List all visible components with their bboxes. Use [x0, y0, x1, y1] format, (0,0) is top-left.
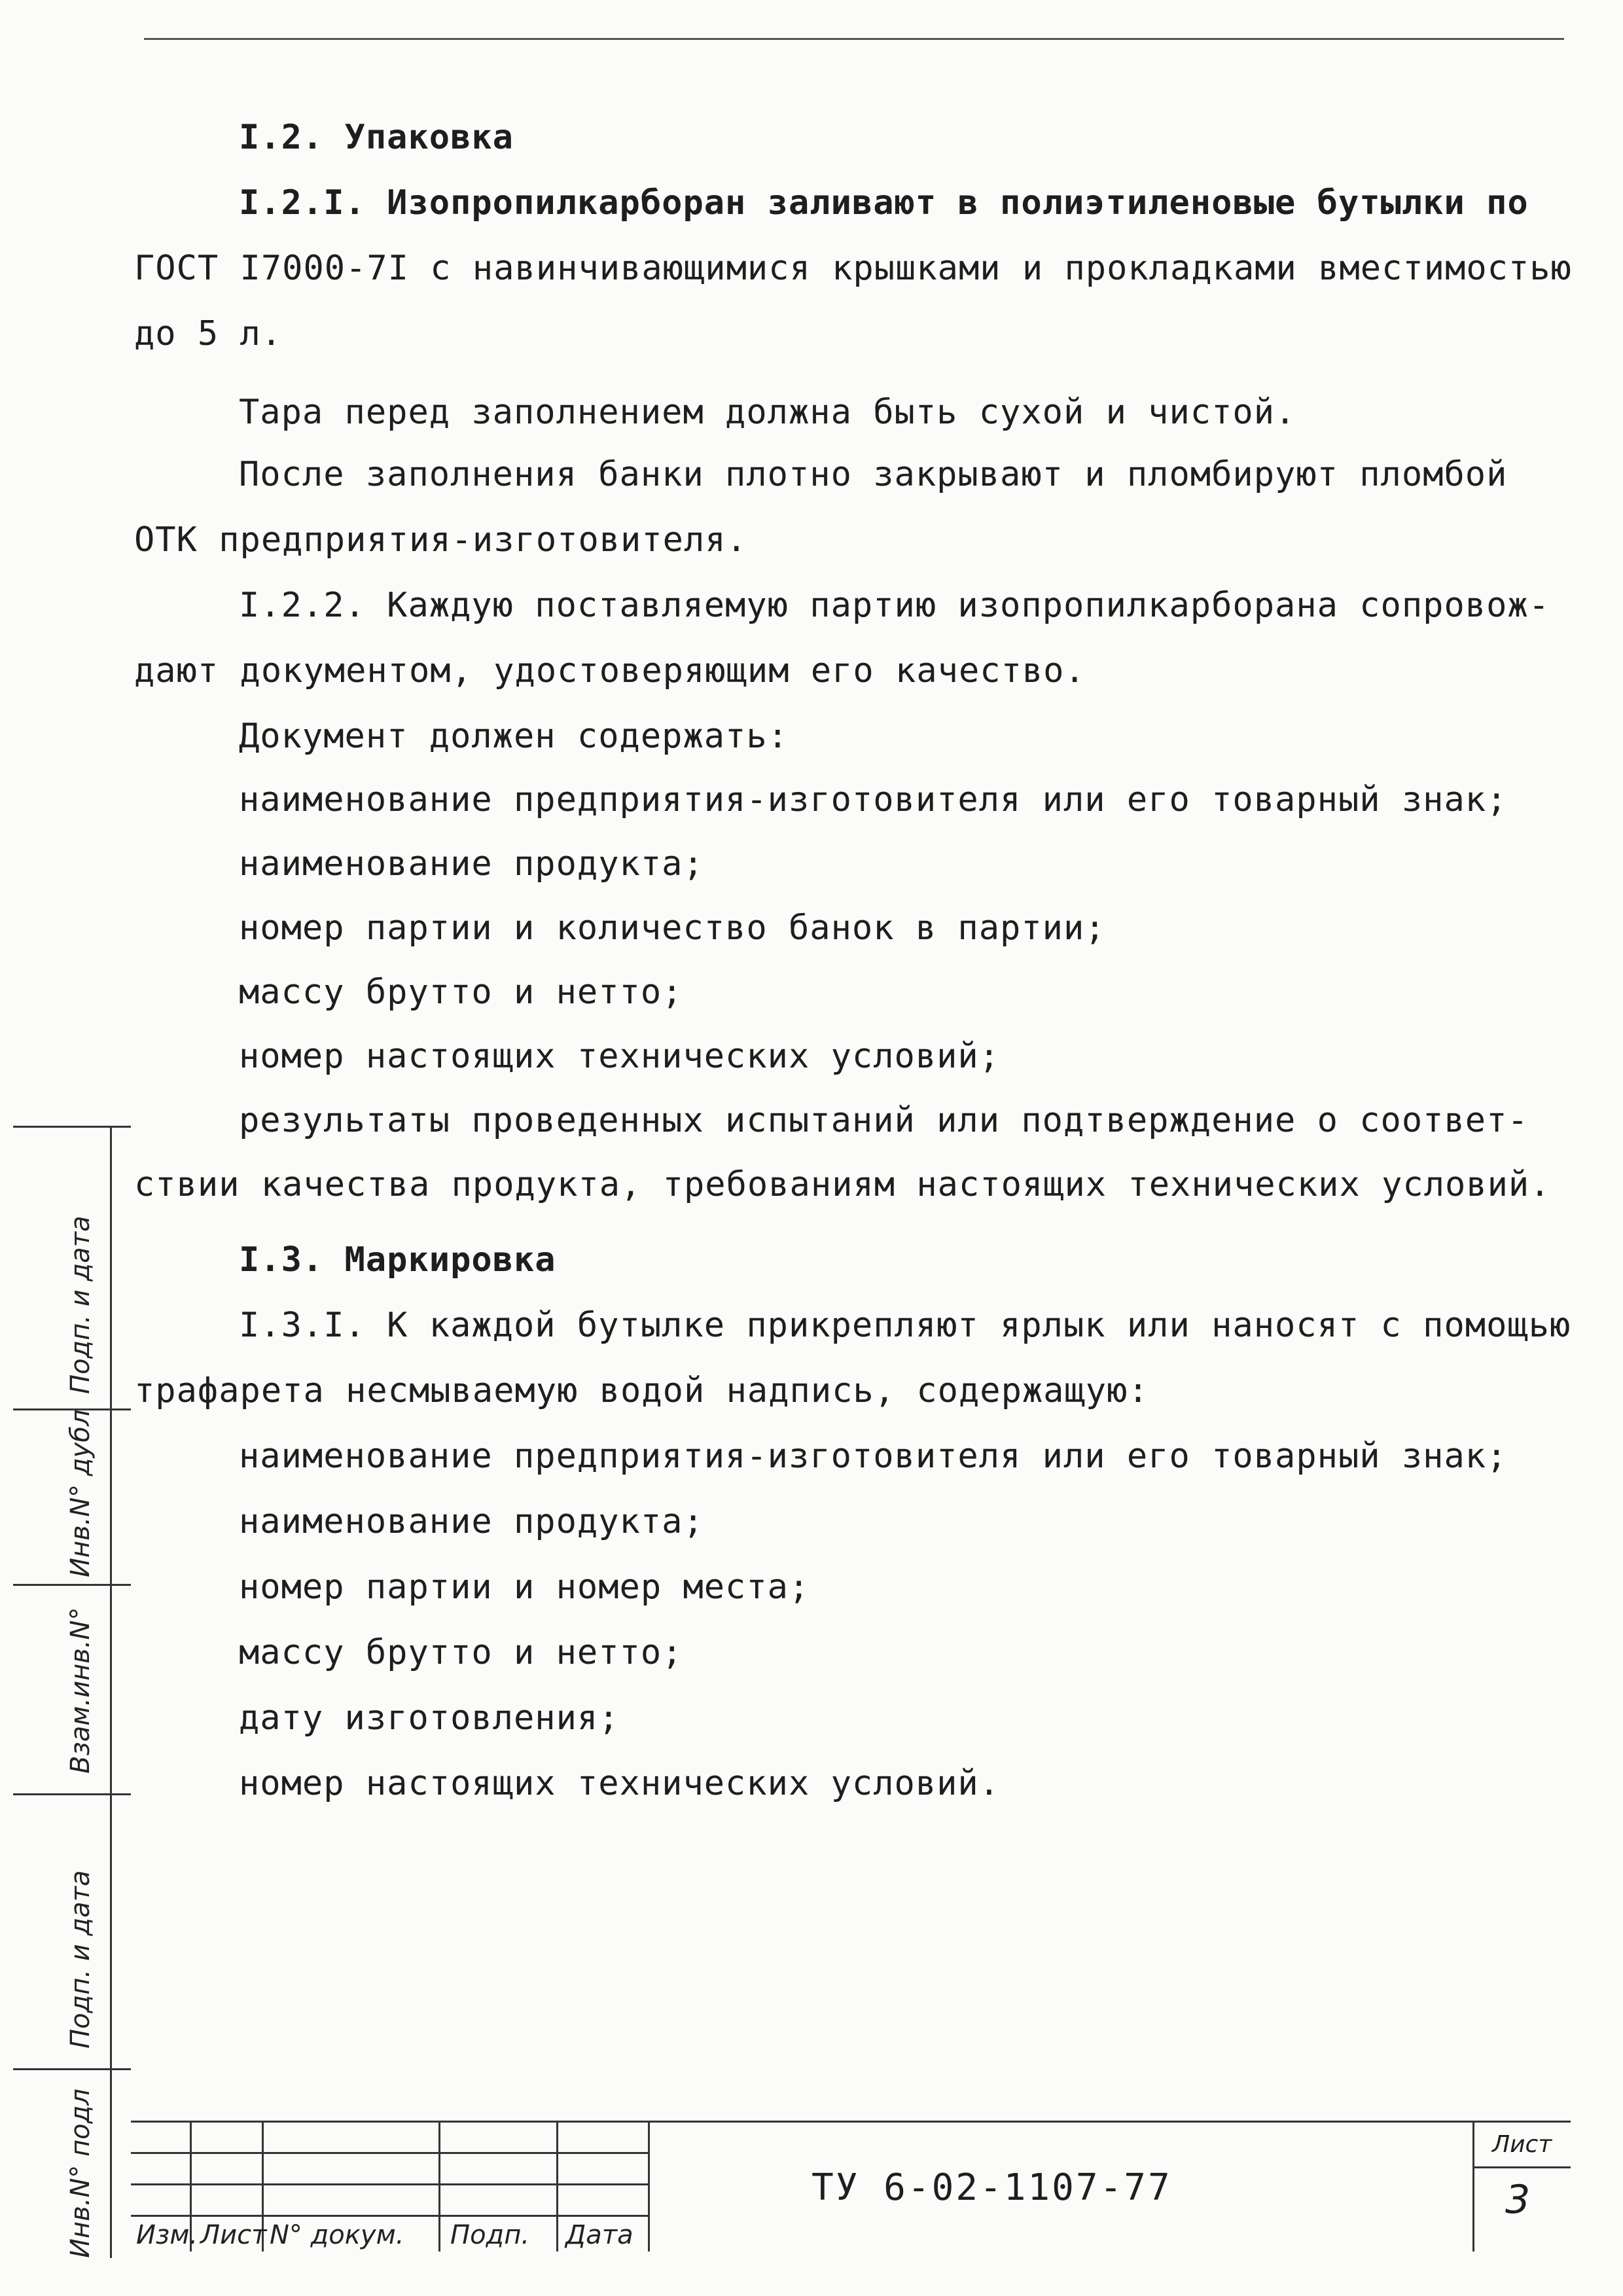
- list-item: номер партии и количество банок в партии;: [239, 908, 1106, 948]
- stamp-label: Взам.инв.N°: [65, 1607, 96, 1774]
- list-item: наименование предприятия-изготовителя или его товарный знак;: [239, 1437, 1508, 1476]
- top-rule: [144, 38, 1564, 40]
- title-block-col-line: [1472, 2121, 1474, 2251]
- header-change: Изм.: [136, 2220, 198, 2250]
- list-item: номер настоящих технических условий;: [239, 1037, 1001, 1076]
- title-block-col-line: [438, 2121, 440, 2251]
- section-heading: I.3. Маркировка: [239, 1240, 556, 1280]
- stamp-divider: [13, 1793, 131, 1795]
- paragraph-line: I.2.2. Каждую поставляемую партию изопропилкарборана сопровож-: [239, 586, 1550, 625]
- stamp-divider: [13, 2068, 131, 2070]
- paragraph-line: дают документом, удостоверяющим его качество.: [134, 651, 1086, 691]
- list-item: наименование продукта;: [239, 844, 704, 884]
- paragraph-line: I.2.I. Изопропилкарборан заливают в полиэтиленовые бутылки по: [239, 183, 1529, 223]
- paragraph-line: трафарета несмываемую водой надпись, содержащую:: [134, 1371, 1149, 1410]
- sheet-number: 3: [1505, 2177, 1531, 2223]
- list-item: наименование предприятия-изготовителя или его товарный знак;: [239, 780, 1508, 819]
- header-signature: Подп.: [450, 2220, 530, 2250]
- header-sheet: Лист: [200, 2220, 267, 2250]
- stamp-divider: [13, 1584, 131, 1586]
- header-doc-number: N° докум.: [270, 2220, 404, 2250]
- stamp-border: [110, 1126, 112, 2258]
- title-block-col-line: [556, 2121, 558, 2251]
- paragraph-line: до 5 л.: [134, 314, 283, 353]
- list-item: наименование продукта;: [239, 1502, 704, 1541]
- list-item: дату изготовления;: [239, 1698, 620, 1738]
- list-item: ствии качества продукта, требованиям настоящих технических условий.: [134, 1165, 1551, 1204]
- title-block-row-line: [1472, 2166, 1571, 2168]
- title-block-row-line: [131, 2152, 648, 2154]
- stamp-divider: [13, 1126, 131, 1128]
- title-block-row-line: [131, 2183, 648, 2185]
- title-block-col-line: [648, 2121, 650, 2251]
- list-item: массу брутто и нетто;: [239, 1633, 683, 1672]
- stamp-label: Подп. и дата: [65, 1215, 96, 1394]
- stamp-label: Инв.N° дубл: [65, 1409, 96, 1577]
- stamp-label: Подп. и дата: [65, 1870, 96, 2049]
- paragraph-line: Тара перед заполнением должна быть сухой и чистой.: [239, 393, 1296, 432]
- paragraph-line: ОТК предприятия-изготовителя.: [134, 520, 747, 560]
- list-item: номер настоящих технических условий.: [239, 1764, 1001, 1803]
- paragraph-line: I.3.I. К каждой бутылке прикрепляют ярлык или наносят с помощью: [239, 1306, 1571, 1345]
- section-heading: I.2. Упаковка: [239, 118, 514, 157]
- title-block-border: [131, 2121, 1571, 2123]
- title-block-row-line: [131, 2215, 648, 2217]
- list-item: номер партии и номер места;: [239, 1568, 810, 1607]
- list-intro: Документ должен содержать:: [239, 717, 789, 756]
- sheet-label: Лист: [1492, 2131, 1552, 2158]
- paragraph-line: После заполнения банки плотно закрывают и пломбируют пломбой: [239, 455, 1508, 494]
- stamp-label: Инв.N° подл: [65, 2089, 96, 2258]
- header-date: Дата: [565, 2220, 633, 2250]
- list-item: массу брутто и нетто;: [239, 973, 683, 1012]
- list-item: результаты проведенных испытаний или подтверждение о соответ-: [239, 1101, 1529, 1140]
- title-block: [131, 2121, 1571, 2251]
- document-code: ТУ 6-02-1107-77: [812, 2166, 1172, 2209]
- paragraph-line: ГОСТ I7000-7I с навинчивающимися крышками и прокладками вместимостью: [134, 249, 1572, 288]
